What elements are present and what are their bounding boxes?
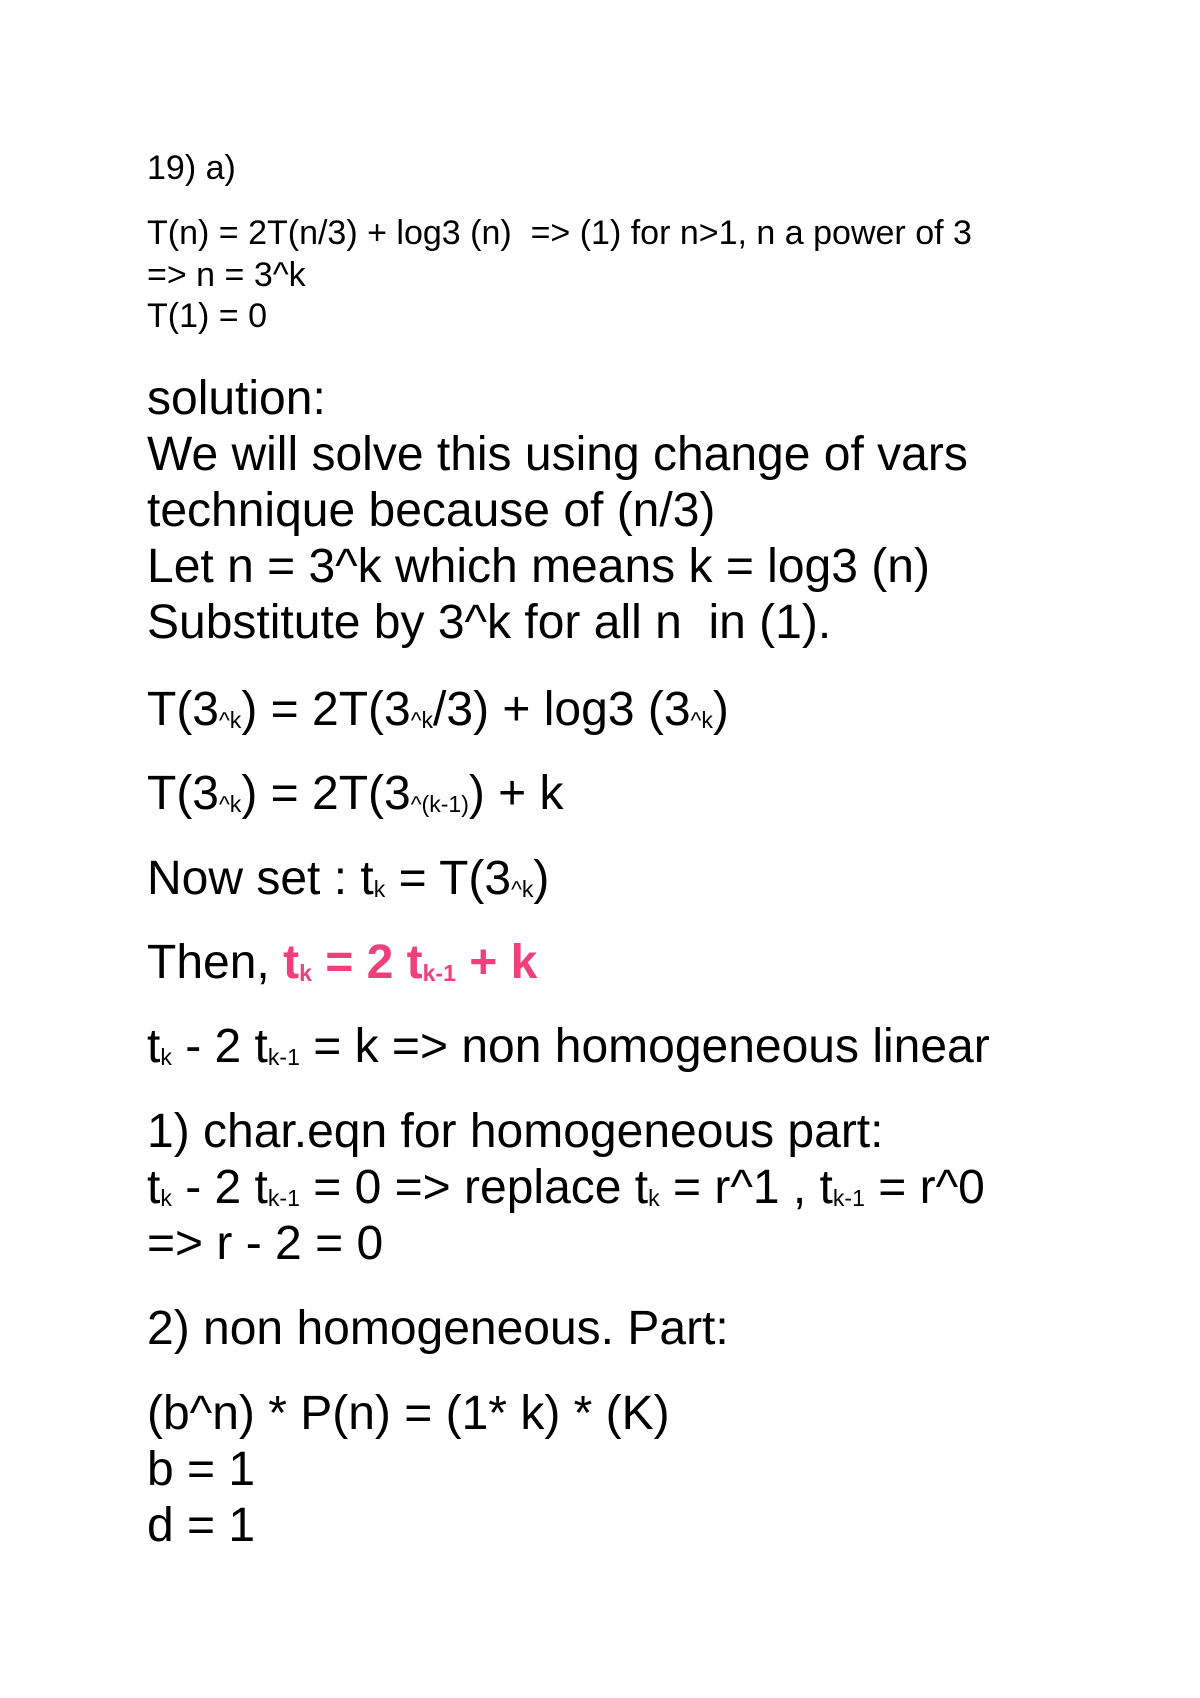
eq-text: ) = 2T(3 [241, 767, 411, 820]
eq-text: - 2 t [171, 1161, 268, 1214]
power-of-three-note: => n = 3^k [147, 256, 306, 294]
problem-label: 19) a) [147, 149, 236, 187]
step2-line: b = 1 [147, 1443, 256, 1496]
equation-nonhomogeneous [147, 1020, 990, 1073]
eq-text: T(3 [147, 767, 219, 820]
eq-text: T(3 [147, 683, 219, 736]
eq-text: Then, [147, 936, 284, 989]
equation-simplified [147, 767, 564, 820]
step2-title: 2) non homogeneous. Part: [147, 1302, 729, 1355]
eq-text: t [147, 1161, 161, 1214]
subscript: k-1 [832, 1184, 865, 1211]
exponent: ^k [219, 706, 242, 733]
eq-text: = 2 t [311, 936, 423, 989]
subscript: k [299, 959, 312, 986]
step2-line: d = 1 [147, 1499, 256, 1552]
solution-paragraph-line: We will solve this using change of vars [147, 428, 968, 481]
solution-paragraph-line: Substitute by 3^k for all n in (1). [147, 596, 832, 649]
recurrence-definition: T(n) = 2T(n/3) + log3 (n) => (1) for n>1, n a power of 3 [147, 214, 972, 252]
eq-text: - 2 t [171, 1020, 268, 1073]
eq-text: = 0 => replace t [299, 1161, 649, 1214]
subscript: k-1 [267, 1043, 300, 1070]
eq-text: /3) + log3 (3 [433, 683, 691, 736]
exponent: ^(k-1) [410, 790, 469, 817]
subscript: k [373, 875, 386, 902]
exponent: ^k [410, 706, 434, 733]
exponent: ^k [219, 790, 242, 817]
subscript: k [160, 1043, 172, 1070]
eq-text: ) [533, 852, 550, 905]
base-case: T(1) = 0 [147, 297, 267, 335]
eq-text: ) + k [468, 767, 564, 820]
solution-paragraph-line: Let n = 3^k which means k = log3 (n) [147, 540, 930, 593]
eq-text: + k [455, 936, 538, 989]
subscript: k [648, 1184, 660, 1211]
step2-line: (b^n) * P(n) = (1* k) * (K) [147, 1387, 670, 1440]
eq-text: t [147, 1020, 161, 1073]
subscript: k [160, 1184, 172, 1211]
equation-then [147, 936, 538, 989]
eq-text: t [283, 936, 300, 989]
eq-text: = r^0 [864, 1161, 985, 1214]
step1-characteristic: => r - 2 = 0 [147, 1217, 384, 1270]
subscript: k-1 [422, 959, 456, 986]
eq-text: Now set : t [147, 852, 374, 905]
eq-text: ) = 2T(3 [241, 683, 411, 736]
equation-set-tk [147, 852, 550, 905]
equation-substitution [147, 683, 729, 736]
exponent: ^k [511, 875, 534, 902]
solution-heading: solution: [147, 372, 326, 425]
solution-paragraph-line: technique because of (n/3) [147, 484, 716, 537]
step1-title: 1) char.eqn for homogeneous part: [147, 1105, 884, 1158]
eq-text: = T(3 [385, 852, 512, 905]
subscript: k-1 [267, 1184, 300, 1211]
exponent: ^k [690, 706, 713, 733]
step1-equation [147, 1161, 985, 1214]
eq-text: ) [712, 683, 729, 736]
eq-text: = r^1 , t [659, 1161, 833, 1214]
highlighted-recurrence [283, 936, 537, 989]
eq-text: = k => non homogeneous linear [299, 1020, 990, 1073]
